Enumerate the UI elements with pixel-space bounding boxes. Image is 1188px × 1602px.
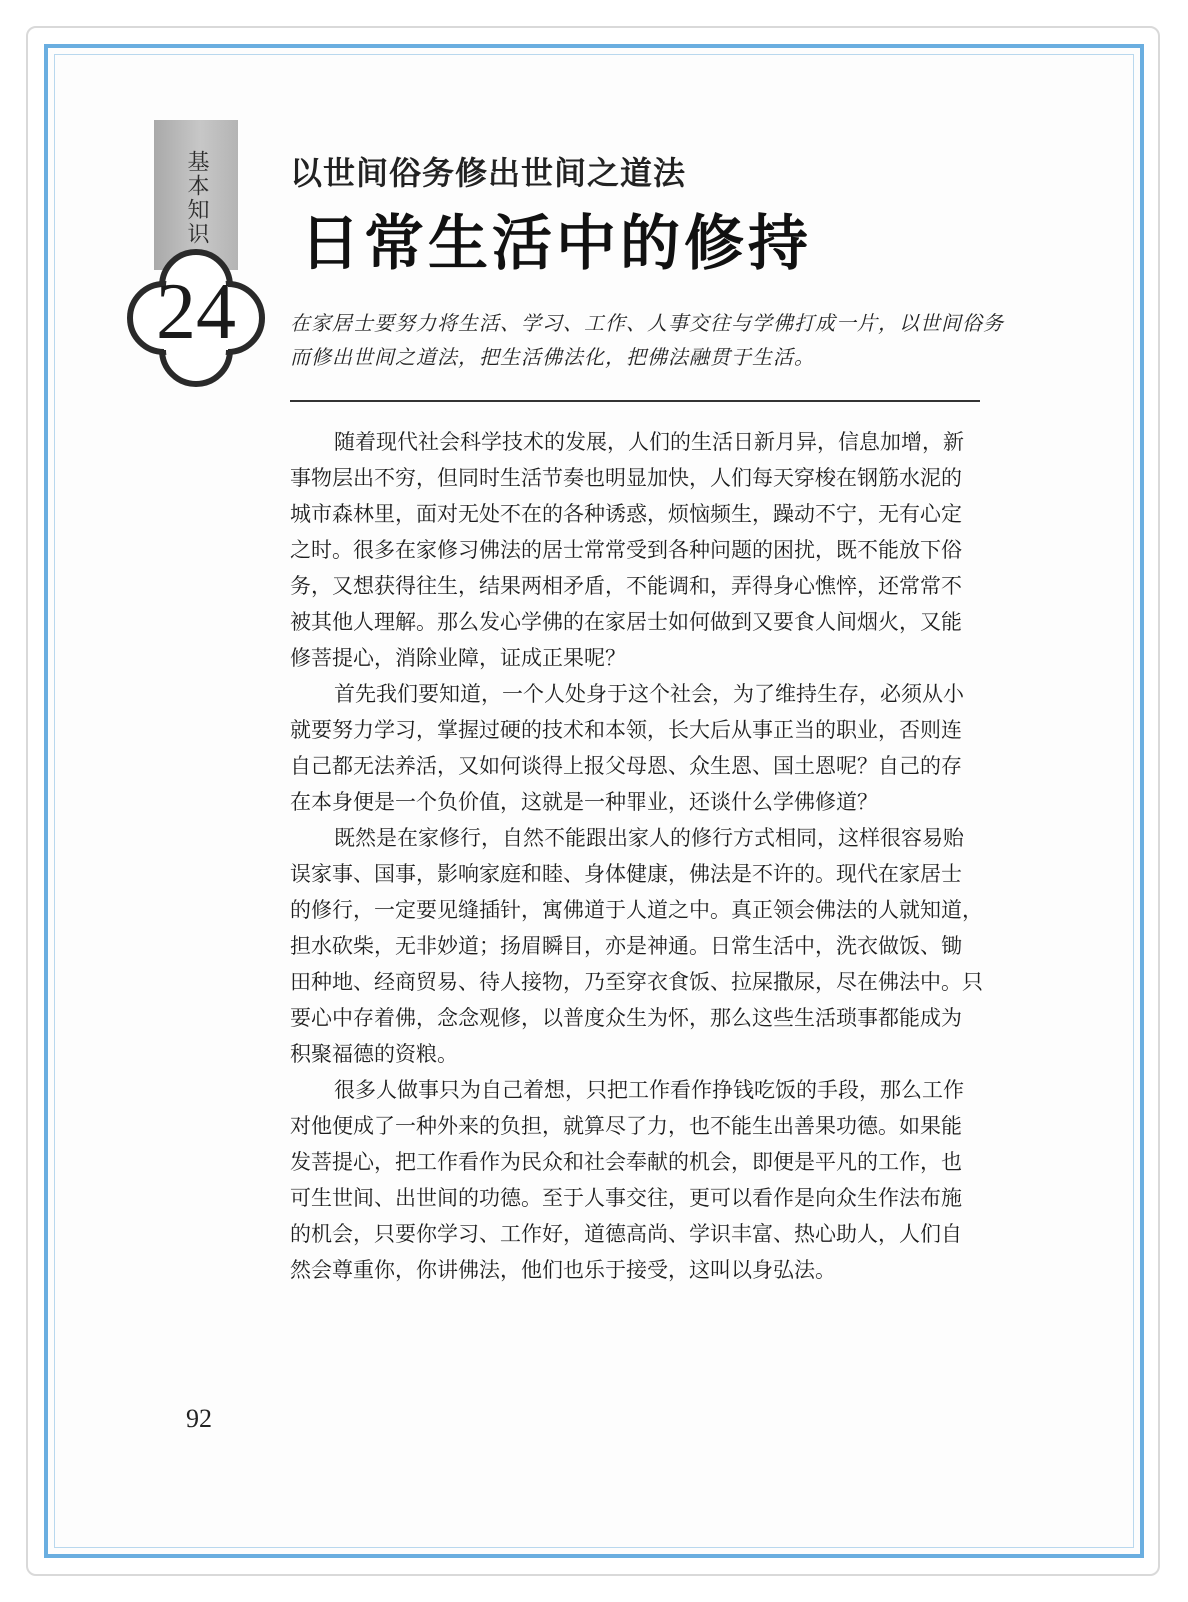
body-line: 事物层出不穷，但同时生活节奏也明显加快，人们每天穿梭在钢筋水泥的 — [290, 466, 962, 490]
body-line: 修菩提心，消除业障，证成正果呢？ — [290, 646, 626, 670]
body-line: 的修行，一定要见缝插针，寓佛道于人道之中。真正领会佛法的人就知道， — [290, 898, 983, 922]
intro-summary — [290, 306, 1004, 374]
page-number: 92 — [186, 1404, 212, 1433]
body-line: 误家事、国事，影响家庭和睦、身体健康，佛法是不许的。现代在家居士 — [290, 862, 962, 886]
body-line: 田种地、经商贸易、待人接物，乃至穿衣食饭、拉屎撒尿，尽在佛法中。只 — [290, 970, 983, 994]
intro-line: 在家居士要努力将生活、学习、工作、人事交往与学佛打成一片，以世间俗务 — [290, 311, 1004, 335]
body-line: 可生世间、出世间的功德。至于人事交往，更可以看作是向众生作法布施 — [290, 1186, 962, 1210]
body-line: 之时。很多在家修习佛法的居士常常受到各种问题的困扰，既不能放下俗 — [290, 538, 962, 562]
chapter-number: 24 — [156, 268, 236, 356]
section-tab-label: 基本知识 — [184, 150, 209, 246]
body-line: 既然是在家修行，自然不能跟出家人的修行方式相同，这样很容易贻 — [334, 826, 964, 850]
body-line: 被其他人理解。那么发心学佛的在家居士如何做到又要食人间烟火，又能 — [290, 610, 962, 634]
body-text — [290, 424, 990, 1288]
body-line: 城市森林里，面对无处不在的各种诱惑，烦恼频生，躁动不宁，无有心定 — [290, 502, 962, 526]
body-line: 在本身便是一个负价值，这就是一种罪业，还谈什么学佛修道？ — [290, 790, 878, 814]
body-line: 首先我们要知道，一个人处身于这个社会，为了维持生存，必须从小 — [334, 682, 964, 706]
body-line: 要心中存着佛，念念观修，以普度众生为怀，那么这些生活琐事都能成为 — [290, 1006, 962, 1030]
body-line: 务，又想获得往生，结果两相矛盾，不能调和，弄得身心憔悴，还常常不 — [290, 574, 962, 598]
body-line: 发菩提心，把工作看作为民众和社会奉献的机会，即便是平凡的工作，也 — [290, 1150, 962, 1174]
body-line: 然会尊重你，你讲佛法，他们也乐于接受，这叫以身弘法。 — [290, 1258, 836, 1282]
body-line: 积聚福德的资粮。 — [290, 1042, 458, 1066]
page-title: 日常生活中的修持 — [300, 209, 812, 279]
body-line: 很多人做事只为自己着想，只把工作看作挣钱吃饭的手段，那么工作 — [334, 1078, 964, 1102]
body-line: 的机会，只要你学习、工作好，道德高尚、学识丰富、热心助人，人们自 — [290, 1222, 962, 1246]
body-line: 对他便成了一种外来的负担，就算尽了力，也不能生出善果功德。如果能 — [290, 1114, 962, 1138]
page-subtitle: 以世间俗务修出世间之道法 — [290, 154, 687, 192]
body-line: 随着现代社会科学技术的发展，人们的生活日新月异，信息加增，新 — [334, 430, 964, 454]
body-line: 自己都无法养活，又如何谈得上报父母恩、众生恩、国土恩呢？自己的存 — [290, 754, 962, 778]
body-line: 就要努力学习，掌握过硬的技术和本领，长大后从事正当的职业，否则连 — [290, 718, 962, 742]
body-line: 担水砍柴，无非妙道；扬眉瞬目，亦是神通。日常生活中，洗衣做饭、锄 — [290, 934, 962, 958]
divider-rule — [290, 400, 980, 402]
intro-line: 而修出世间之道法，把生活佛法化，把佛法融贯于生活。 — [290, 345, 815, 369]
